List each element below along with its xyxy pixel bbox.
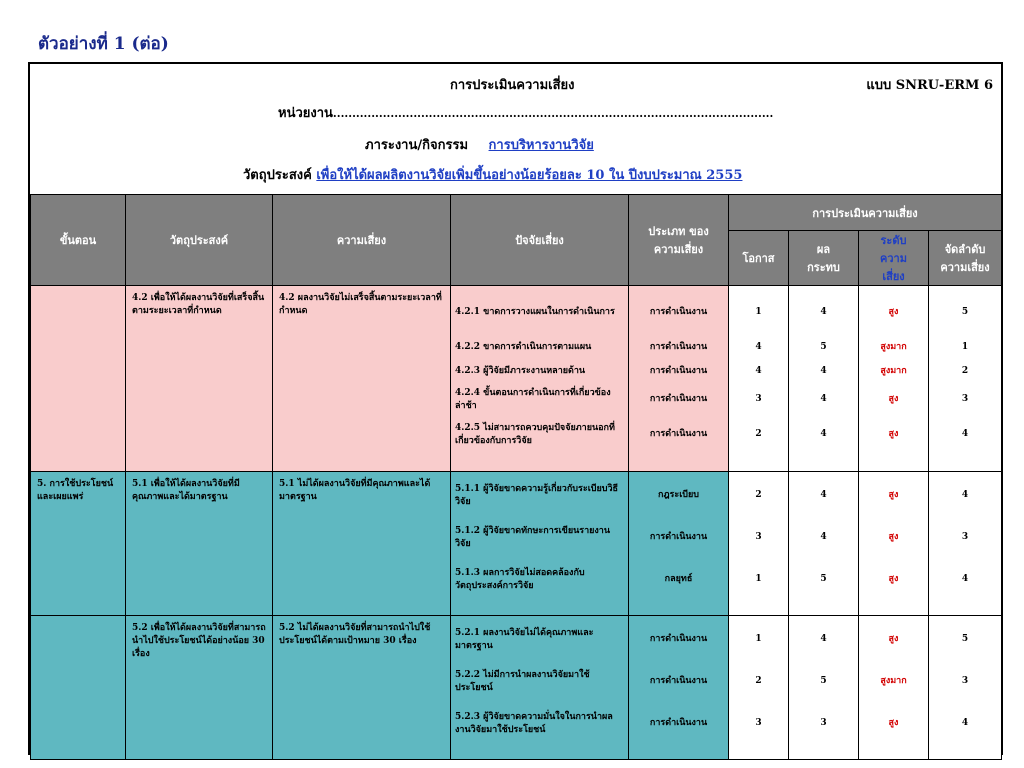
chance-item: 1 [755,634,762,645]
col-risk: ความเสี่ยง [273,195,451,286]
factor-item: 4.2.5 ไม่สามารถควบคุมปัจจัยภายนอกที่เกี่ยวข้องกับการวิจัย [455,422,615,446]
objective-cell [126,286,273,472]
impact-item: 4 [820,490,827,501]
type-item: กลยุทธ์ [664,574,693,585]
factor-item: 4.2.3 ผู้วิจัยมีภาระงานหลายด้าน [455,366,586,377]
objective-cell-text: 5.1 เพื่อให้ได้ผลงานวิจัยที่มีคุณภาพและได้มาตรฐาน [132,479,240,503]
rank-item: 2 [961,366,969,377]
type-item: การดำเนินงาน [649,366,708,377]
impact-item: 4 [820,634,827,645]
rank-item: 4 [961,429,969,440]
type-item: การดำเนินงาน [649,429,708,440]
level-item: สูง [888,394,899,405]
level-item: สูง [888,718,899,729]
risk-cell-text: 4.2 ผลงานวิจัยไม่เสร็จสิ้นตามระยะเวลาที่กำหนด [279,293,442,317]
level-item: สูง [888,429,899,440]
factor-item: 5.1.3 ผลการวิจัยไม่สอดคล้องกับวัตถุประสงค์การวิจัย [455,567,585,591]
chance-item: 1 [755,307,762,318]
level-item: สูง [888,634,899,645]
level-item: สูงมาก [880,676,907,687]
level-cell [859,616,929,760]
table-row [31,472,1002,616]
rank-item: 4 [961,718,969,729]
factor-item: 4.2.1 ขาดการวางแผนในการดำเนินการ [455,307,615,318]
type-item: การดำเนินงาน [649,718,708,729]
page-title: ตัวอย่างที่ 1 (ต่อ) [38,34,169,54]
type-cell [629,616,729,760]
col-assessment: การประเมินความเสี่ยง [729,195,1002,231]
step-cell-text [31,616,125,628]
factor-item: 5.1.1 ผู้วิจัยขาดความรู้เกี่ยวกับระเบียบวิธีวิจัย [455,483,619,507]
factor-item: 4.2.2 ขาดการดำเนินการตามแผน [455,342,592,353]
type-item: การดำเนินงาน [649,307,708,318]
impact-item: 4 [820,394,827,405]
rank-item: 3 [961,394,969,405]
type-item: การดำเนินงาน [649,342,708,353]
rank-item: 4 [961,490,969,501]
rank-cell [929,472,1002,616]
rank-item: 4 [961,574,969,585]
objective-value: เพื่อให้ได้ผลผลิตงานวิจัยเพิ่มขึ้นอย่างน้อยร้อยละ 10 ใน ปีงบประมาณ 2555 [316,168,743,183]
col-factor: ปัจจัยเสี่ยง [451,195,629,286]
objective-line [243,164,742,185]
mission-line [365,134,624,155]
impact-item: 4 [820,429,827,440]
impact-item: 4 [820,366,827,377]
type-cell [629,472,729,616]
risk-assessment-form [28,62,1003,755]
level-cell [859,286,929,472]
factor-cell [451,616,629,760]
col-type: ประเภท ของความเสี่ยง [629,195,729,286]
level-cell [859,472,929,616]
type-item: การดำเนินงาน [649,676,708,687]
type-item: การดำเนินงาน [649,394,708,405]
objective-cell-text: 5.2 เพื่อให้ได้ผลงานวิจัยที่สามารถนำไปใช้ประโยชน์ได้อย่างน้อย 30 เรื่อง [132,623,266,660]
impact-item: 4 [820,532,827,543]
risk-cell [273,616,451,760]
rank-item: 5 [961,307,969,318]
risk-cell [273,286,451,472]
type-item: กฎระเบียบ [658,490,699,501]
chance-item: 1 [755,574,762,585]
step-cell [31,472,126,616]
mission-label: ภาระงาน/กิจกรรม [365,138,469,153]
level-item: สูงมาก [880,366,907,377]
level-item: สูง [888,574,899,585]
col-level: ระดับ ความเสี่ยง [859,231,929,286]
level-item: สูง [888,532,899,543]
unit-label: หน่วยงาน [278,106,333,121]
unit-line [278,102,773,123]
impact-cell [789,472,859,616]
chance-item: 2 [755,490,762,501]
chance-item: 2 [755,676,762,687]
rank-item: 3 [961,532,969,543]
chance-cell [729,616,789,760]
impact-item: 3 [820,718,827,729]
rank-item: 3 [961,676,969,687]
form-header [30,64,1001,195]
factor-item: 5.2.1 ผลงานวิจัยไม่ได้คุณภาพและมาตรฐาน [455,627,594,651]
impact-item: 5 [820,342,827,353]
objective-cell [126,616,273,760]
objective-cell-text: 4.2 เพื่อให้ได้ผลงานวิจัยที่เสร็จสิ้นตามระยะเวลาที่กำหนด [132,293,265,317]
type-cell [629,286,729,472]
chance-item: 3 [755,394,762,405]
chance-item: 3 [755,532,762,543]
table-row [31,286,1002,472]
factor-cell [451,472,629,616]
rank-item: 5 [961,634,969,645]
type-item: การดำเนินงาน [649,532,708,543]
rank-cell [929,616,1002,760]
form-title: การประเมินความเสี่ยง [450,78,575,93]
col-rank: จัดลำดับ ความเสี่ยง [929,231,1002,286]
objective-cell [126,472,273,616]
rank-cell [929,286,1002,472]
level-item: สูง [888,307,899,318]
col-chance: โอกาส [729,231,789,286]
unit-dots: ................................................................................................................... [332,107,774,120]
risk-cell-text: 5.2 ไม่ได้ผลงานวิจัยที่สามารถนำไปใช้ประโยชน์ได้ตามเป้าหมาย 30 เรื่อง [279,623,431,647]
factor-cell [451,286,629,472]
chance-item: 4 [755,366,762,377]
risk-table [30,194,1002,760]
level-item: สูงมาก [880,342,907,353]
step-cell-text [31,286,125,298]
col-objective: วัตถุประสงค์ [126,195,273,286]
factor-item: 4.2.4 ขั้นตอนการดำเนินการที่เกี่ยวข้องล่าช้า [455,387,611,411]
impact-item: 5 [820,574,827,585]
chance-item: 2 [755,429,762,440]
risk-cell [273,472,451,616]
form-code: แบบ SNRU-ERM 6 [866,78,993,93]
risk-table-body [31,286,1002,760]
col-impact: ผล กระทบ [789,231,859,286]
chance-item: 3 [755,718,762,729]
objective-label: วัตถุประสงค์ [243,168,312,183]
mission-value: การบริหารงานวิจัย [488,138,594,153]
factor-item: 5.2.2 ไม่มีการนำผลงานวิจัยมาใช้ประโยชน์ [455,669,590,693]
chance-item: 4 [755,342,762,353]
factor-item: 5.1.2 ผู้วิจัยขาดทักษะการเขียนรายงานวิจัย [455,525,611,549]
chance-cell [729,286,789,472]
step-cell-text: 5. การใช้ประโยชน์และเผยแพร่ [37,479,114,503]
chance-cell [729,472,789,616]
step-cell [31,286,126,472]
risk-cell-text: 5.1 ไม่ได้ผลงานวิจัยที่มีคุณภาพและได้มาตรฐาน [279,479,431,503]
col-step: ขั้นตอน [31,195,126,286]
rank-item: 1 [961,342,969,353]
level-item: สูง [888,490,899,501]
impact-item: 4 [820,307,827,318]
impact-cell [789,286,859,472]
impact-item: 5 [820,676,827,687]
type-item: การดำเนินงาน [649,634,708,645]
factor-item: 5.2.3 ผู้วิจัยขาดความมั่นใจในการนำผลงานวิจัยมาใช้ประโยชน์ [455,711,613,735]
impact-cell [789,616,859,760]
table-row [31,616,1002,760]
step-cell [31,616,126,760]
